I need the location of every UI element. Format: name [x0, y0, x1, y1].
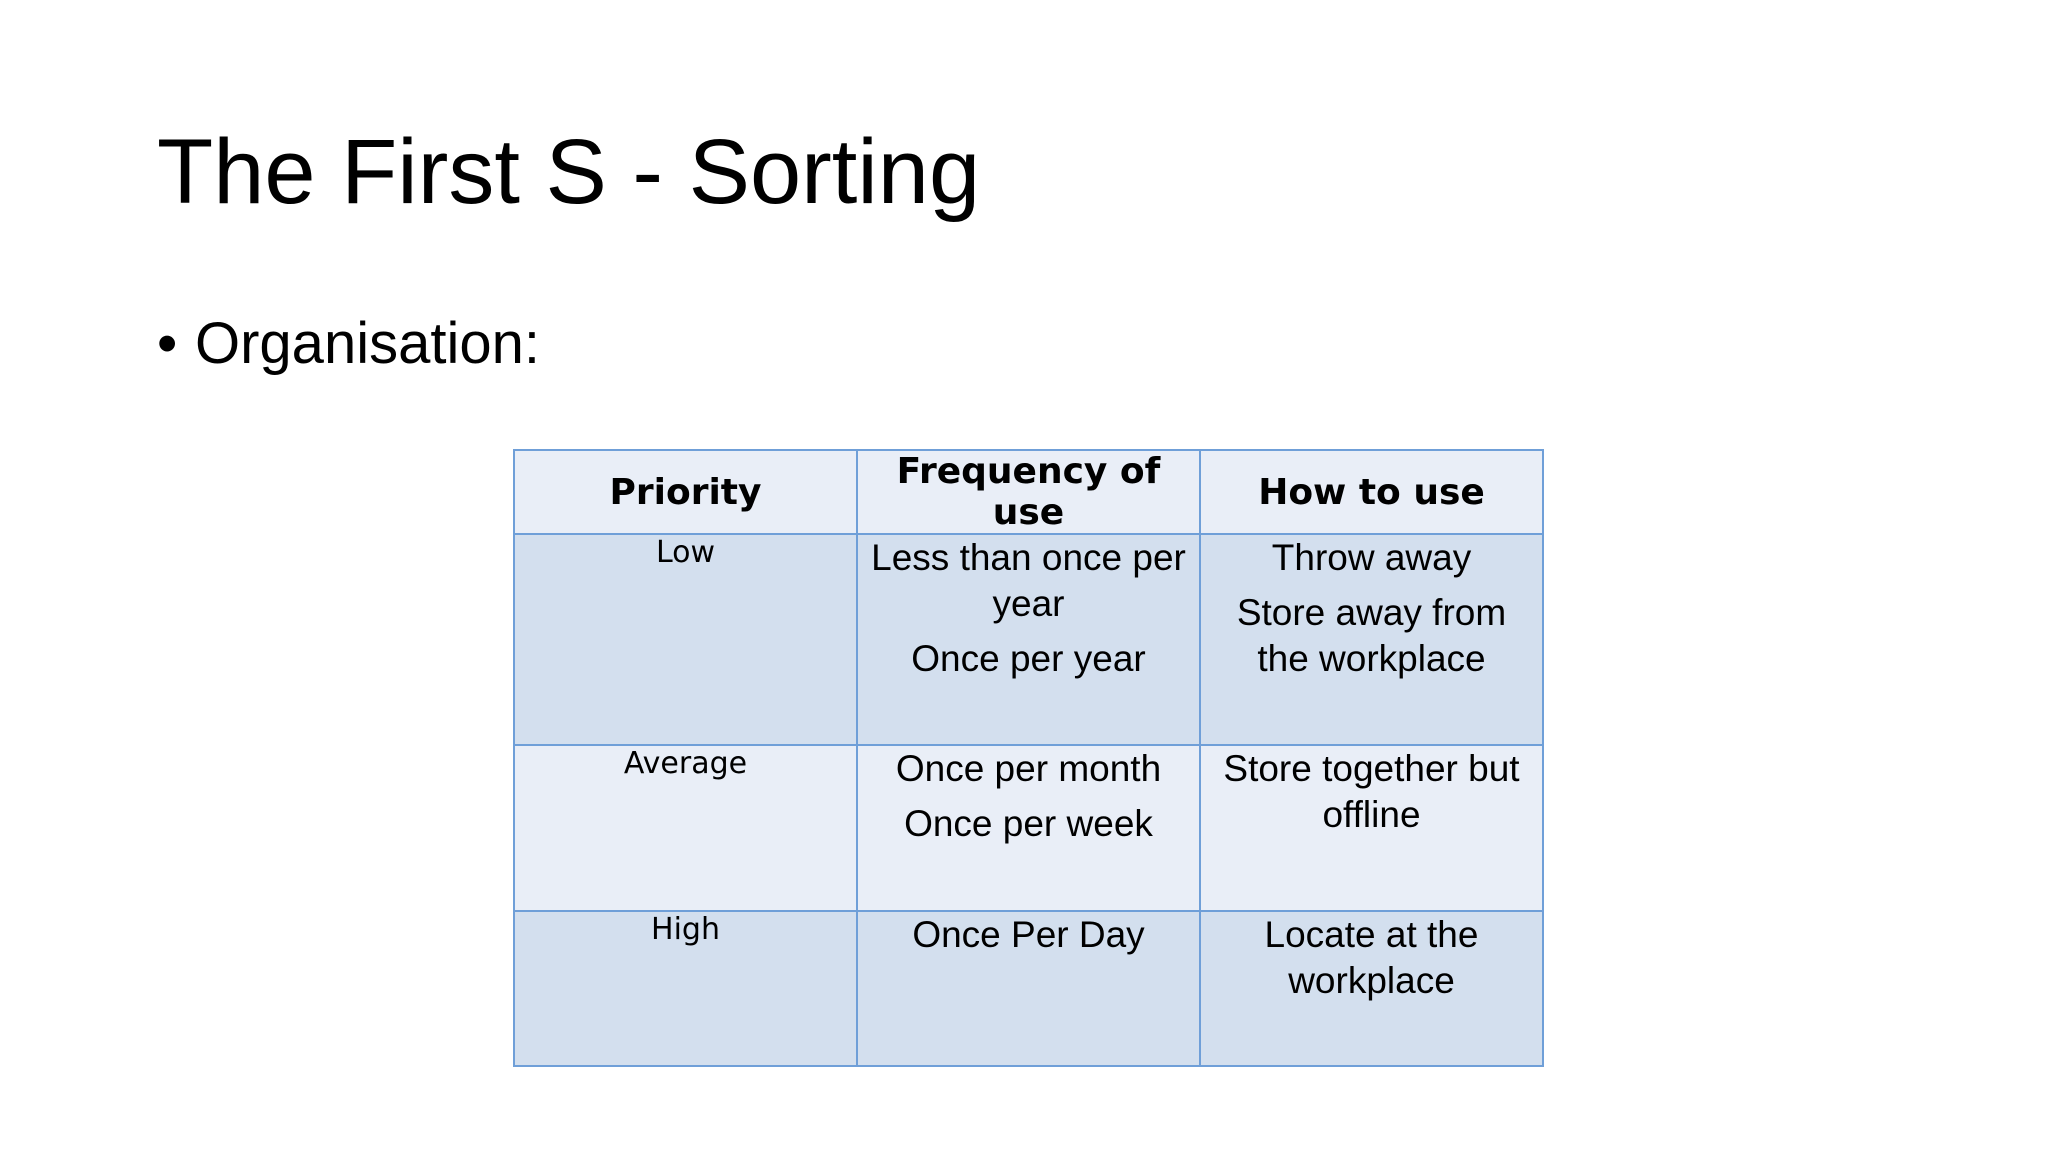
how-to-use-text: Store away from the workplace: [1236, 592, 1507, 679]
slide-title: The First S - Sorting: [157, 121, 981, 223]
how-to-use-text: Store together but offline: [1223, 748, 1520, 835]
column-header-frequency: Frequency of use: [857, 450, 1200, 534]
bullet-item: [157, 306, 540, 382]
table-row: [514, 911, 1543, 1066]
how-to-use-text: Locate at the workplace: [1264, 914, 1479, 1001]
column-header-priority: Priority: [514, 450, 857, 534]
frequency-text: Once per year: [911, 638, 1146, 679]
priority-cell: High: [514, 911, 857, 1066]
bullet-dot-icon: •: [157, 311, 178, 376]
table-row: [514, 534, 1543, 745]
frequency-text: Less than once per year: [871, 537, 1186, 624]
frequency-cell: [857, 745, 1200, 911]
frequency-text: Once per week: [904, 803, 1153, 844]
frequency-text: Once Per Day: [912, 914, 1145, 955]
priority-cell: Low: [514, 534, 857, 745]
column-header-how-to-use: How to use: [1200, 450, 1543, 534]
organisation-table: [513, 449, 1544, 1067]
frequency-cell: [857, 911, 1200, 1066]
table-header-row: [514, 450, 1543, 534]
frequency-cell: [857, 534, 1200, 745]
how-to-use-cell: [1200, 911, 1543, 1066]
how-to-use-cell: [1200, 534, 1543, 745]
priority-cell: Average: [514, 745, 857, 911]
bullet-text: Organisation:: [195, 311, 540, 376]
frequency-text: Once per month: [895, 748, 1162, 789]
how-to-use-cell: [1200, 745, 1543, 911]
table-row: [514, 745, 1543, 911]
how-to-use-text: Throw away: [1271, 537, 1472, 578]
